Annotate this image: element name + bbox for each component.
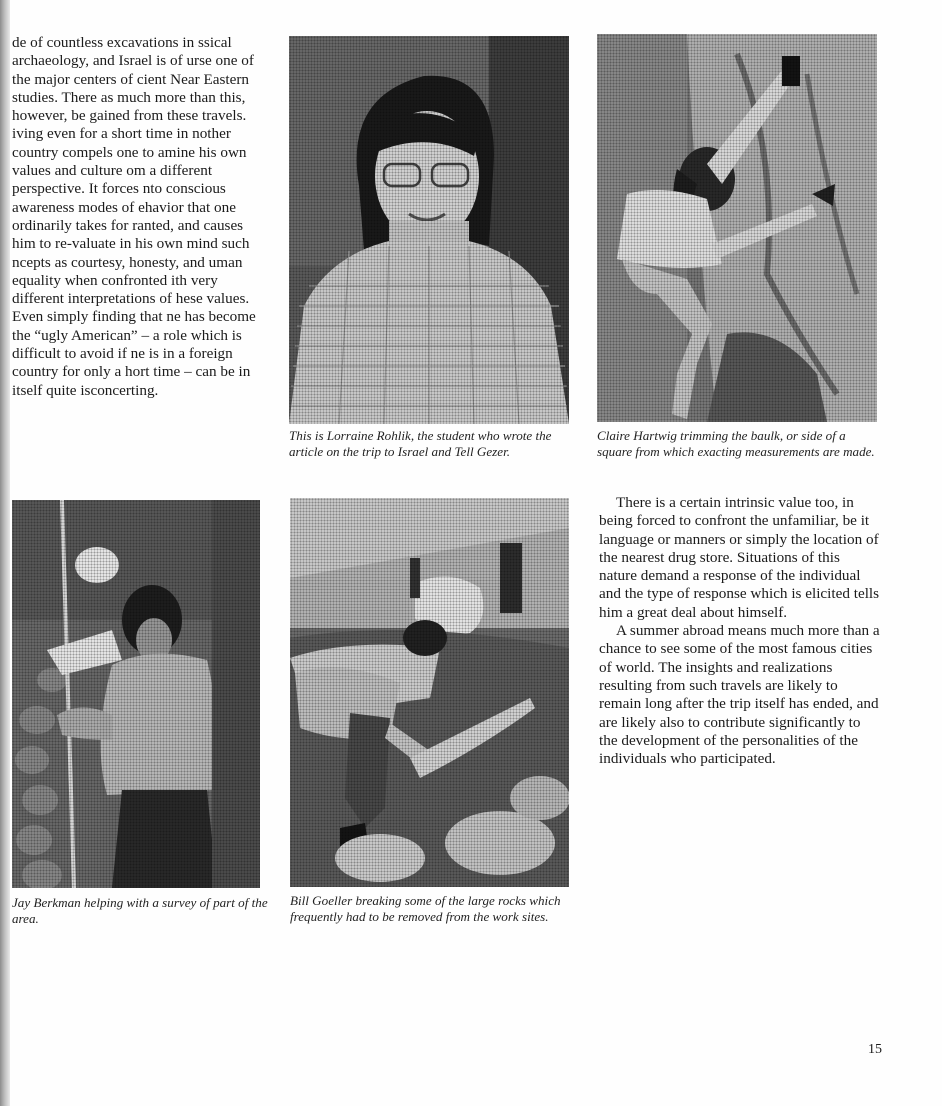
photo-bill-goeller	[290, 498, 569, 887]
halftone-texture	[289, 36, 569, 424]
photo-caption-rohlik: This is Lorraine Rohlik, the student who wrote the article on the trip to Israel and Tell Gezer.	[289, 428, 552, 460]
halftone-texture	[290, 498, 569, 887]
photo-caption-goeller: Bill Goeller breaking some of the large rocks which frequently had to be removed from the work sites.	[290, 893, 561, 925]
halftone-texture	[12, 500, 260, 888]
body-paragraph: There is a certain intrinsic value too, in being forced to confront the unfamiliar, be it language or manners or simply the location of the nearest drug store. Situations of this nature demand a response of the individual and the type of response which is elicited tells him a great deal about himself.	[599, 494, 880, 621]
body-text-right-column	[599, 494, 881, 768]
body-paragraph: A summer abroad means much more than a chance to see some of the most famous cities of world. The insights and realizations resulting from such travels are likely to remain long after the trip itself has ended, and are likely also to contribute significantly to the development of the personalities of the individuals who participated.	[599, 622, 880, 768]
photo-jay-berkman	[12, 500, 260, 888]
photo-claire-hartwig	[597, 34, 877, 422]
body-paragraph: de of countless excavations in ssical archaeology, and Israel is of urse one of the major centers of cient Near Eastern studies. There as much more than this, however, be gained from these travels. iving even for a short time in nother country compels one to amine his own values and culture om a different perspective. It forces nto conscious awareness modes of ehavior that one ordinarily takes for ranted, and causes him to re-valuate in his own mind such ncepts as courtesy, honesty, and uman equality when confronted ith very different interpretations of hese values. Even simply finding that ne has become the “ugly American” – a role which is difficult to avoid if ne is in a foreign country for only a hort time – can be in itself quite isconcerting.	[12, 34, 256, 399]
photo-lorraine-rohlik	[289, 36, 569, 424]
body-text-left-column	[12, 34, 264, 400]
halftone-texture	[597, 34, 877, 422]
photo-caption-berkman: Jay Berkman helping with a survey of part of the area.	[12, 895, 268, 927]
page-gutter-shadow	[0, 0, 10, 1106]
photo-caption-hartwig: Claire Hartwig trimming the baulk, or side of a square from which exacting measurements are made.	[597, 428, 875, 460]
page-number: 15	[868, 1042, 882, 1057]
